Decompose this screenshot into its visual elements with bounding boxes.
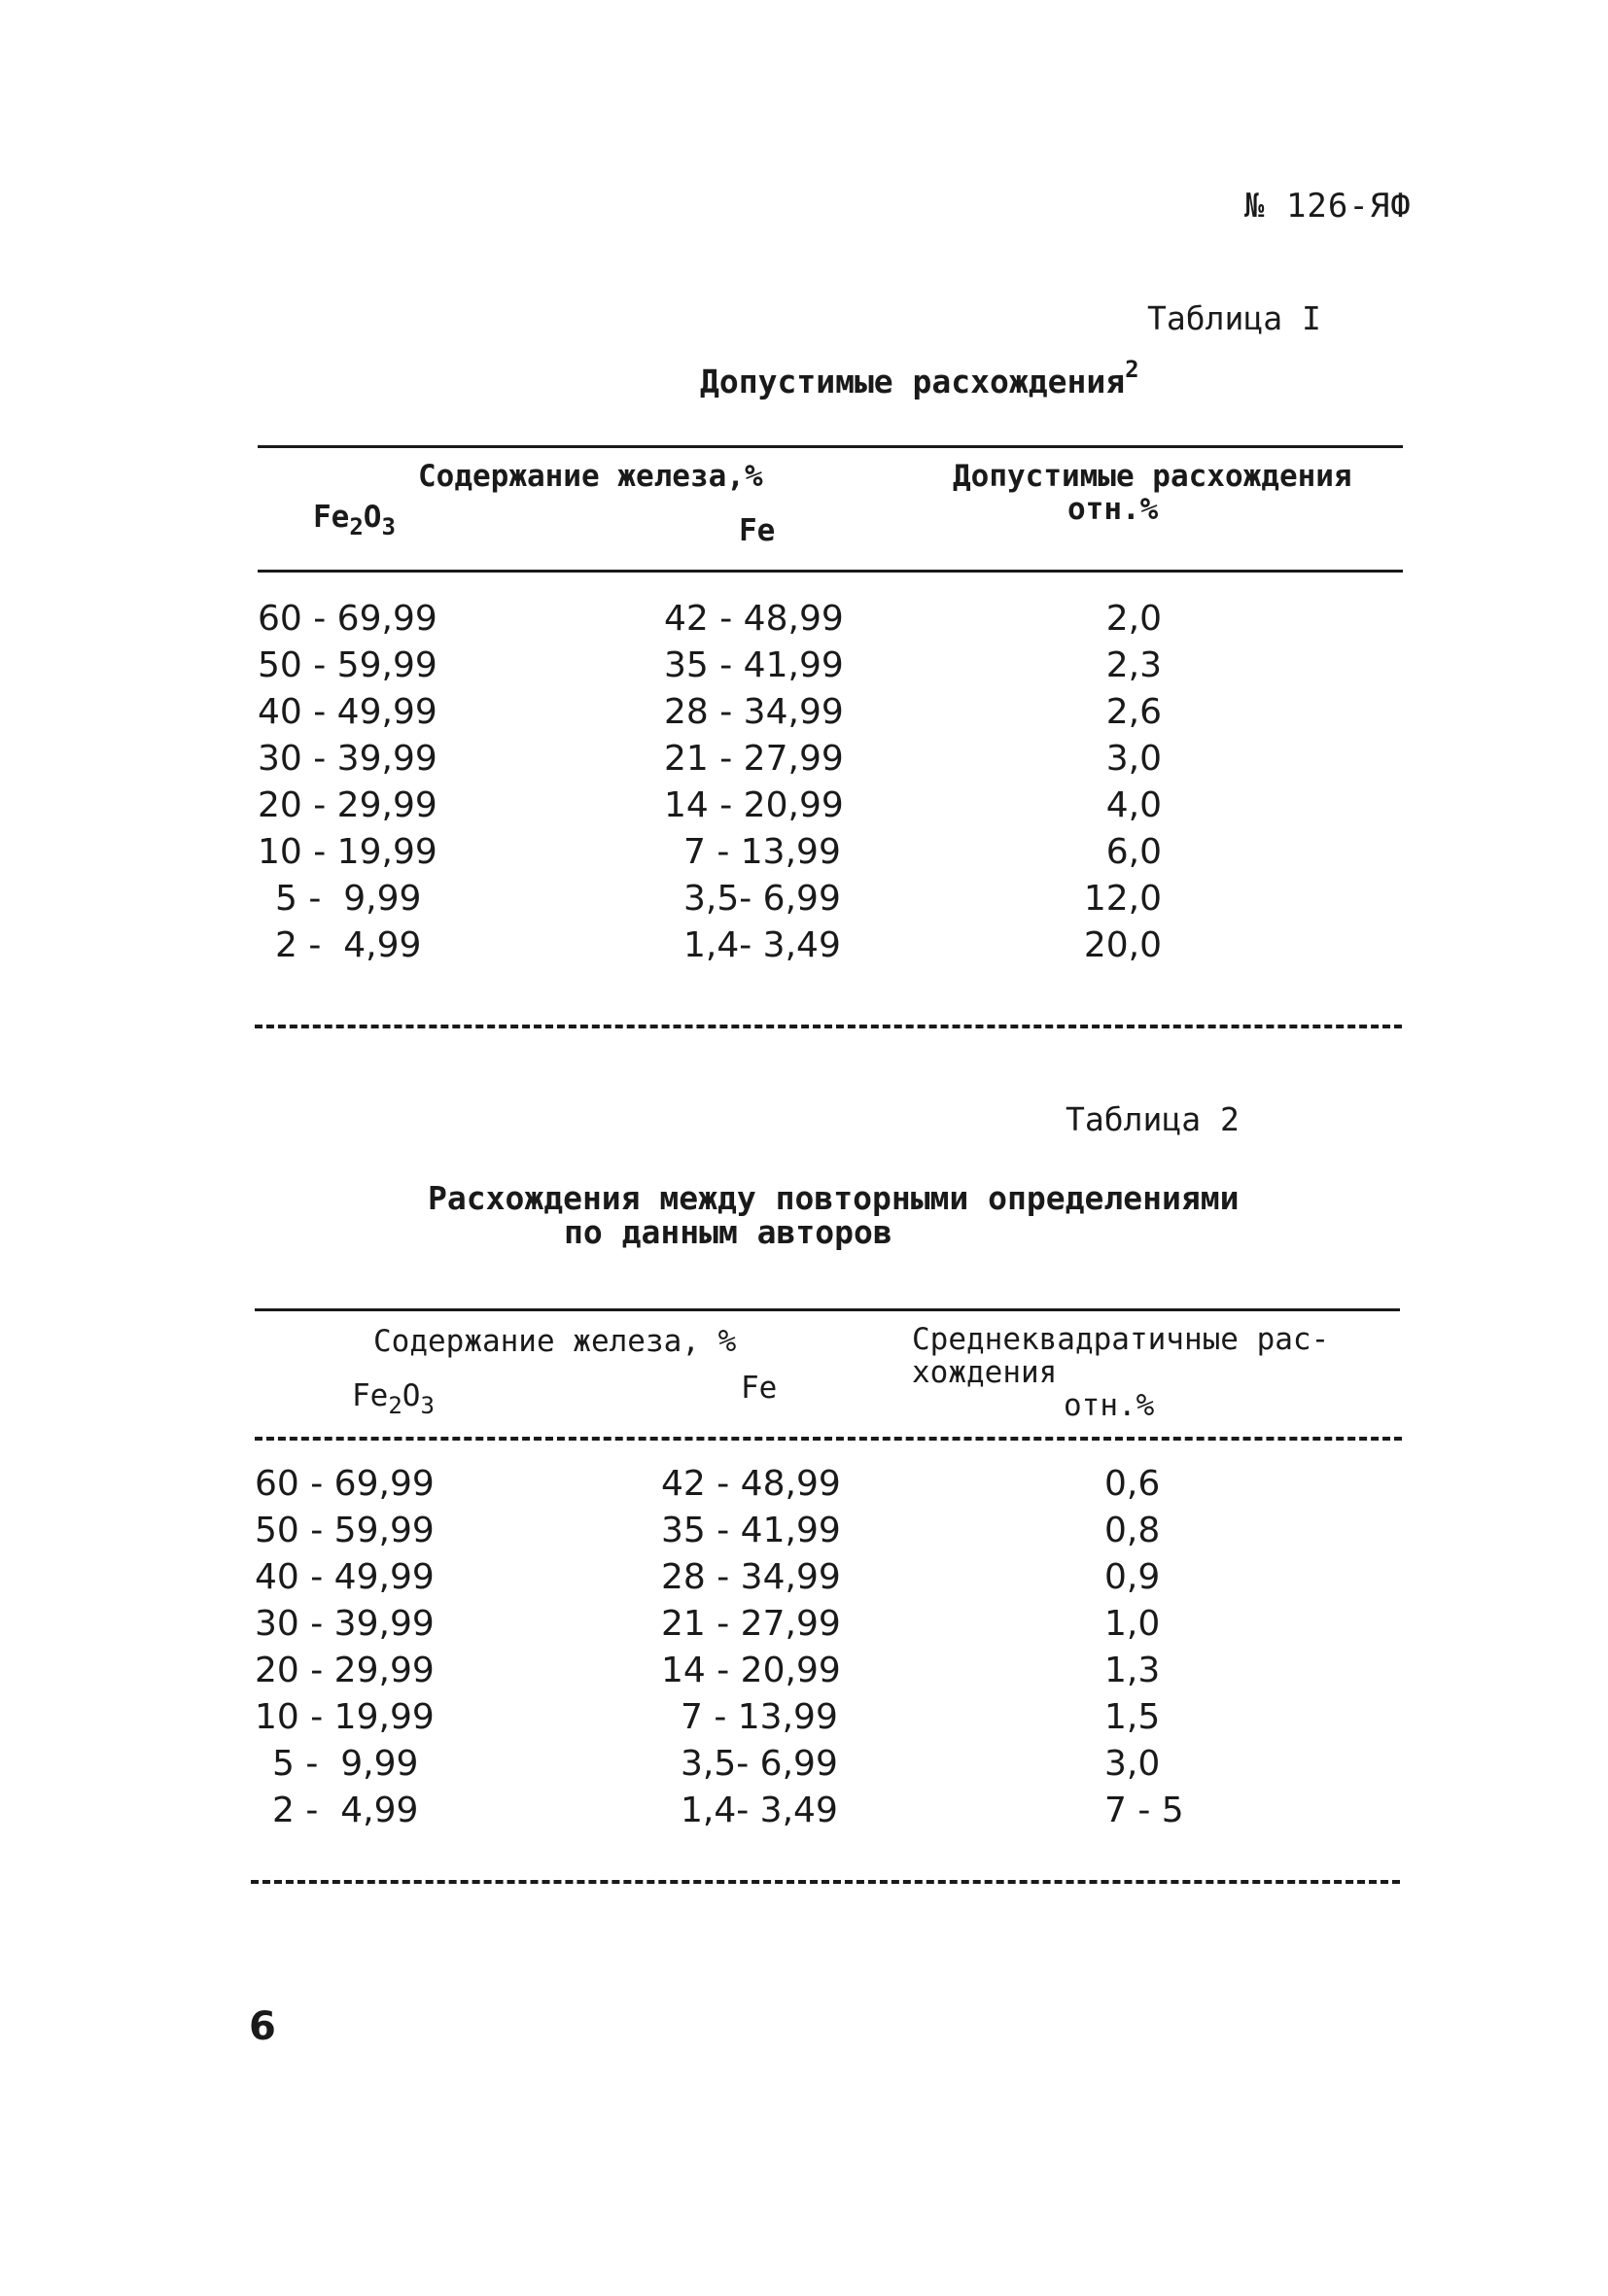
cell-value: 0,8 bbox=[1104, 1511, 1161, 1550]
cell-value: 12,0 bbox=[1083, 879, 1162, 919]
table-2-header-fe: Fe bbox=[741, 1371, 778, 1406]
cell-fe2o3: 50 - 59,99 bbox=[258, 645, 437, 685]
document-number: № 126-ЯФ bbox=[1244, 187, 1412, 226]
cell-fe: 28 - 34,99 bbox=[661, 1557, 841, 1597]
table-1-header-fe2o3: $Fe_2O_3$ bbox=[313, 500, 396, 540]
table-1-header-rule bbox=[258, 570, 1403, 573]
cell-fe2o3: 30 - 39,99 bbox=[258, 739, 437, 779]
cell-fe2o3: 2 - 4,99 bbox=[275, 925, 422, 965]
cell-value: 2,0 bbox=[1105, 599, 1162, 639]
cell-fe2o3: 60 - 69,99 bbox=[258, 599, 437, 639]
cell-value: 0,6 bbox=[1104, 1464, 1161, 1504]
cell-fe2o3: 5 - 9,99 bbox=[272, 1744, 419, 1784]
cell-fe: 3,5- 6,99 bbox=[683, 879, 841, 919]
cell-fe: 28 - 34,99 bbox=[664, 692, 844, 732]
cell-fe2o3: 50 - 59,99 bbox=[255, 1511, 435, 1550]
table-1-header-tolerance: Допустимые расхождения bbox=[953, 459, 1352, 494]
cell-fe2o3: 20 - 29,99 bbox=[258, 785, 437, 825]
cell-fe: 14 - 20,99 bbox=[661, 1651, 841, 1690]
cell-fe: 7 - 13,99 bbox=[683, 832, 841, 872]
table-2-header-rms: Среднеквадратичные рас- bbox=[912, 1322, 1330, 1357]
table-2-header-fe2o3: $Fe_2O_3$ bbox=[352, 1378, 435, 1419]
table-2-header-rms-unit: отн.% bbox=[1064, 1388, 1155, 1423]
table-1-header-fe: Fe bbox=[739, 513, 776, 548]
table-2-header-group: Содержание железа, % bbox=[373, 1324, 737, 1359]
cell-fe: 7 - 13,99 bbox=[681, 1697, 838, 1737]
cell-value: 7 - 5 bbox=[1104, 1791, 1184, 1830]
cell-fe2o3: 30 - 39,99 bbox=[255, 1604, 435, 1644]
cell-value: 1,5 bbox=[1104, 1697, 1161, 1737]
table-1-top-rule bbox=[258, 445, 1403, 448]
cell-fe: 42 - 48,99 bbox=[664, 599, 844, 639]
table-1-title-footnote: 2 bbox=[1125, 356, 1139, 383]
cell-fe2o3: 10 - 19,99 bbox=[258, 832, 437, 872]
table-2-bottom-dashed-rule bbox=[251, 1880, 1400, 1884]
cell-fe: 1,4- 3,49 bbox=[683, 925, 841, 965]
cell-value: 20,0 bbox=[1083, 925, 1162, 965]
cell-fe2o3: 20 - 29,99 bbox=[255, 1651, 435, 1690]
cell-fe: 42 - 48,99 bbox=[661, 1464, 841, 1504]
cell-fe: 3,5- 6,99 bbox=[681, 1744, 838, 1784]
cell-value: 1,0 bbox=[1104, 1604, 1161, 1644]
table-1-header-group: Содержание железа,% bbox=[418, 459, 763, 494]
cell-fe2o3: 5 - 9,99 bbox=[275, 879, 422, 919]
cell-fe: 21 - 27,99 bbox=[661, 1604, 841, 1644]
table-2-header-dashed-rule bbox=[255, 1437, 1402, 1441]
table-2-title bbox=[428, 1179, 1244, 1251]
cell-value: 2,6 bbox=[1105, 692, 1162, 732]
cell-value: 4,0 bbox=[1105, 785, 1162, 825]
cell-fe: 14 - 20,99 bbox=[664, 785, 844, 825]
cell-fe2o3: 60 - 69,99 bbox=[255, 1464, 435, 1504]
cell-fe: 21 - 27,99 bbox=[664, 739, 844, 779]
table-2-label: Таблица 2 bbox=[1066, 1100, 1240, 1138]
cell-fe2o3: 10 - 19,99 bbox=[255, 1697, 435, 1737]
table-2-top-rule bbox=[255, 1308, 1400, 1311]
table-1-bottom-dashed-rule bbox=[255, 1025, 1402, 1028]
cell-value: 3,0 bbox=[1105, 739, 1162, 779]
cell-value: 1,3 bbox=[1104, 1651, 1161, 1690]
page-number: 6 bbox=[249, 2004, 276, 2049]
table-1-title bbox=[700, 358, 1139, 400]
cell-fe2o3: 40 - 49,99 bbox=[255, 1557, 435, 1597]
table-1-header-tolerance-unit: отн.% bbox=[1067, 492, 1159, 527]
table-2-header-rms-cont: хождения bbox=[912, 1355, 1058, 1390]
cell-fe: 1,4- 3,49 bbox=[681, 1791, 838, 1830]
cell-value: 0,9 bbox=[1104, 1557, 1161, 1597]
table-1-label: Таблица I bbox=[1147, 299, 1321, 337]
cell-value: 2,3 bbox=[1105, 645, 1162, 685]
cell-value: 3,0 bbox=[1104, 1744, 1161, 1784]
table-2-title-line-1: Расхождения между повторными определениями bbox=[428, 1179, 1240, 1217]
table-2-title-line-2: по данным авторов bbox=[564, 1212, 892, 1251]
cell-fe: 35 - 41,99 bbox=[664, 645, 844, 685]
table-1-title-text: Допустимые расхождения bbox=[700, 363, 1126, 400]
cell-value: 6,0 bbox=[1105, 832, 1162, 872]
cell-fe: 35 - 41,99 bbox=[661, 1511, 841, 1550]
cell-fe2o3: 2 - 4,99 bbox=[272, 1791, 419, 1830]
cell-fe2o3: 40 - 49,99 bbox=[258, 692, 437, 732]
